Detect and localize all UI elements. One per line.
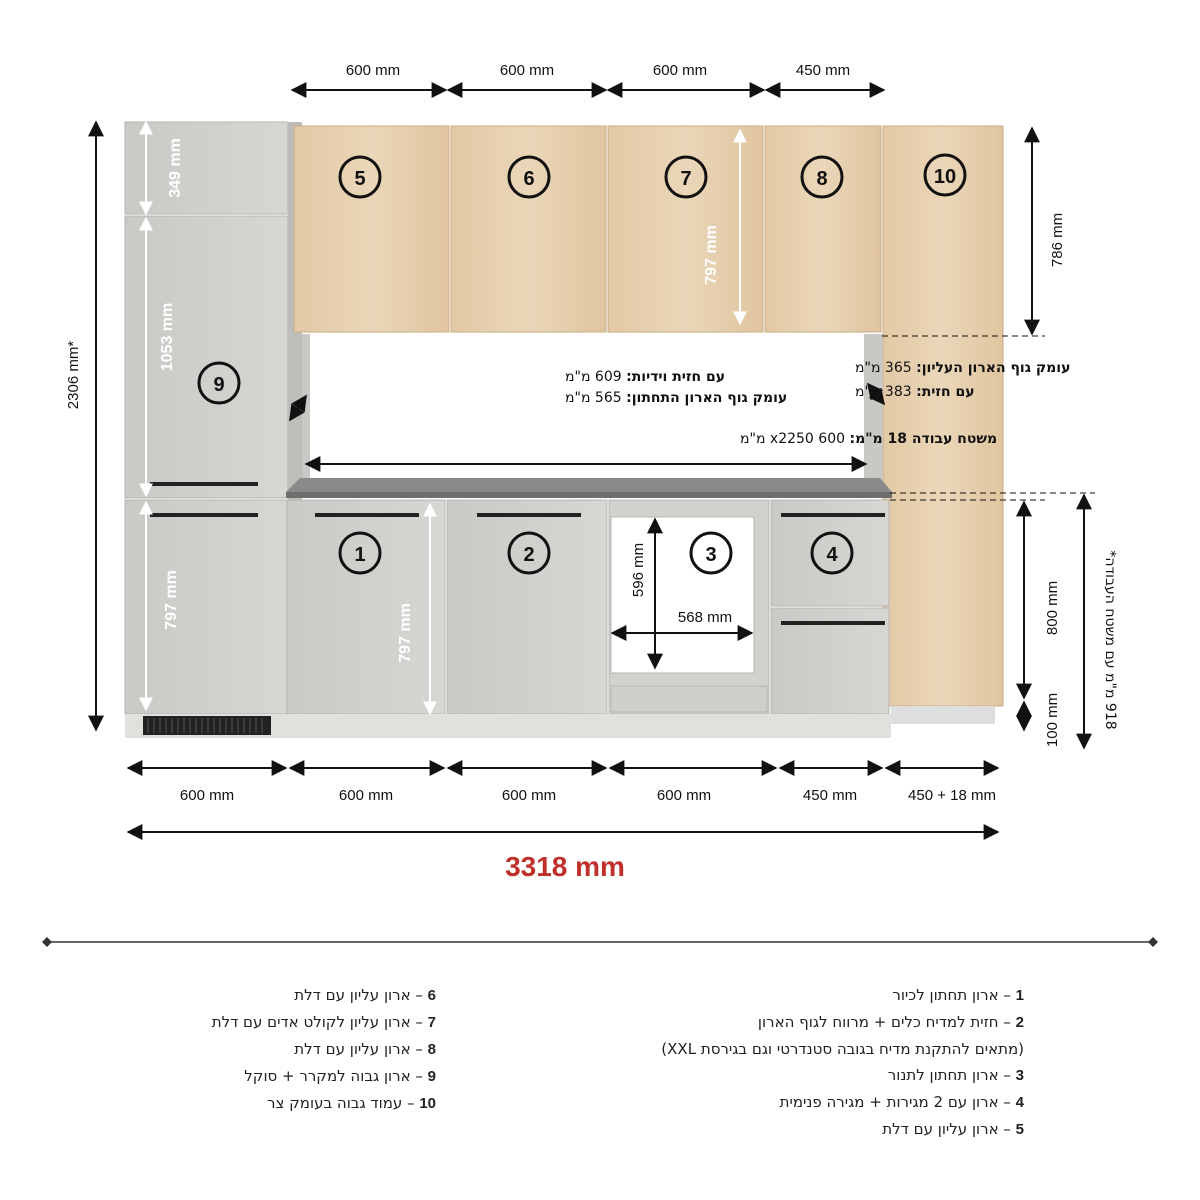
tall-bottom-dim: 797 mm xyxy=(163,570,180,630)
tall-mid-dim: 1053 mm xyxy=(159,302,176,372)
legend-right-column xyxy=(661,982,1024,1143)
bottom-dim-4: 450 mm xyxy=(802,787,858,804)
worktop-label: משטח עבודה 18 מ"מ: 600 x2250 מ"מ xyxy=(740,431,998,447)
oven-height-dim: 596 mm xyxy=(630,542,647,598)
legend-left-column xyxy=(212,982,436,1117)
base-height-label: 800 mm xyxy=(1044,580,1061,636)
bottom-dimensions xyxy=(128,768,998,882)
legend-item-9: 9 – ארון גבוה למקרר + סוקל xyxy=(244,1067,436,1085)
legend-item-7: 7 – ארון עליון לקולט אדים עם דלת xyxy=(211,1013,436,1031)
backsplash-edge xyxy=(302,334,310,494)
bottom-dim-1: 600 mm xyxy=(338,787,394,804)
marker-9-label: 9 xyxy=(213,374,225,396)
marker-6-label: 6 xyxy=(523,168,535,190)
bottom-dim-10: 450 + 18 mm xyxy=(908,787,996,804)
legend-item-8: 8 – ארון עליון עם דלת xyxy=(294,1040,436,1058)
fridge-handle xyxy=(150,482,258,486)
legend-item-6: 6 – ארון עליון עם דלת xyxy=(294,986,436,1004)
plinth-10 xyxy=(891,706,995,724)
note-left-line1: עם חזית וידיות: 609 מ"מ xyxy=(565,369,726,385)
legend-item-4: 4 – ארון עם 2 מגירות + מגירה פנימית xyxy=(779,1093,1024,1111)
worktop-edge xyxy=(286,492,892,498)
plinth-height-label: 100 mm xyxy=(1044,692,1061,748)
worktop xyxy=(286,478,892,492)
bottom-dim-2: 600 mm xyxy=(501,787,557,804)
fridge-upper-door xyxy=(125,216,288,498)
note-left-line2: עומק גוף הארון התחתון: 565 מ"מ xyxy=(565,390,788,406)
total-width-label: 3318 mm xyxy=(505,851,625,882)
marker-1-label: 1 xyxy=(354,544,366,566)
marker-2-label: 2 xyxy=(523,544,535,566)
legend-item-10: 10 – עמוד גבוה בעומק צר xyxy=(267,1094,436,1112)
top-dim-7: 600 mm xyxy=(652,62,708,79)
top-dim-5: 600 mm xyxy=(345,62,401,79)
tall-top-dim: 349 mm xyxy=(167,138,184,198)
total-height-label: 2306 mm* xyxy=(65,340,82,410)
top-dim-6: 600 mm xyxy=(499,62,555,79)
note-right-line1: עומק גוף הארון העליון: 365 מ"מ xyxy=(855,360,1071,376)
marker-4-label: 4 xyxy=(826,544,838,566)
bottom-dim-3: 600 mm xyxy=(656,787,712,804)
upper-cabinet-5 xyxy=(294,126,449,332)
upper7-door-dim: 797 mm xyxy=(703,225,720,285)
tall-top-door xyxy=(125,122,288,214)
tall-column-10 xyxy=(883,126,1003,706)
marker-3-label: 3 xyxy=(705,544,717,566)
bottom-dim-9: 600 mm xyxy=(179,787,235,804)
handle-1 xyxy=(315,513,419,517)
fridge-lower-door xyxy=(125,500,288,714)
handle-4a xyxy=(781,513,885,517)
note-right-line2: עם חזית: 383 מ"מ xyxy=(855,384,975,400)
marker-7-label: 7 xyxy=(680,168,692,190)
counter-height-note: 918 מ"מ עם משטח העבודה* xyxy=(1102,550,1118,730)
base1-door-dim: 797 mm xyxy=(397,603,414,663)
backsplash-edge-right xyxy=(864,334,880,494)
top-dimensions xyxy=(292,62,884,90)
base-cabinets xyxy=(287,500,995,738)
legend-item-1: 1 – ארון תחתון לכיור xyxy=(892,986,1024,1004)
legend-item-2: 2 – חזית למדיח כלים + מרווח לגוף הארון xyxy=(757,1013,1024,1031)
freezer-handle xyxy=(150,513,258,517)
marker-5-label: 5 xyxy=(354,168,366,190)
tall-cabinet-9 xyxy=(125,122,302,738)
column-gap xyxy=(880,334,883,494)
vent-grille xyxy=(143,716,271,735)
section-divider xyxy=(42,937,1158,947)
marker-10-label: 10 xyxy=(933,166,957,188)
total-height-dimension xyxy=(65,122,96,730)
oven-drawer xyxy=(611,686,767,712)
upper-height-label: 786 mm xyxy=(1049,212,1066,268)
base-cabinet-1 xyxy=(287,500,445,714)
handle-4b xyxy=(781,621,885,625)
legend-item-3: 3 – ארון תחתון לתנור xyxy=(887,1066,1024,1084)
top-dim-8: 450 mm xyxy=(795,62,851,79)
legend-item-5: 5 – ארון עליון עם דלת xyxy=(882,1120,1024,1138)
legend-item-2-note: (מתאים להתקנת מדיח בגובה סטנדרטי וגם בגירסת XXL) xyxy=(661,1040,1024,1058)
handle-2 xyxy=(477,513,581,517)
marker-8-label: 8 xyxy=(816,168,828,190)
plinth-base xyxy=(287,714,891,738)
oven-width-dim: 568 mm xyxy=(677,609,733,626)
